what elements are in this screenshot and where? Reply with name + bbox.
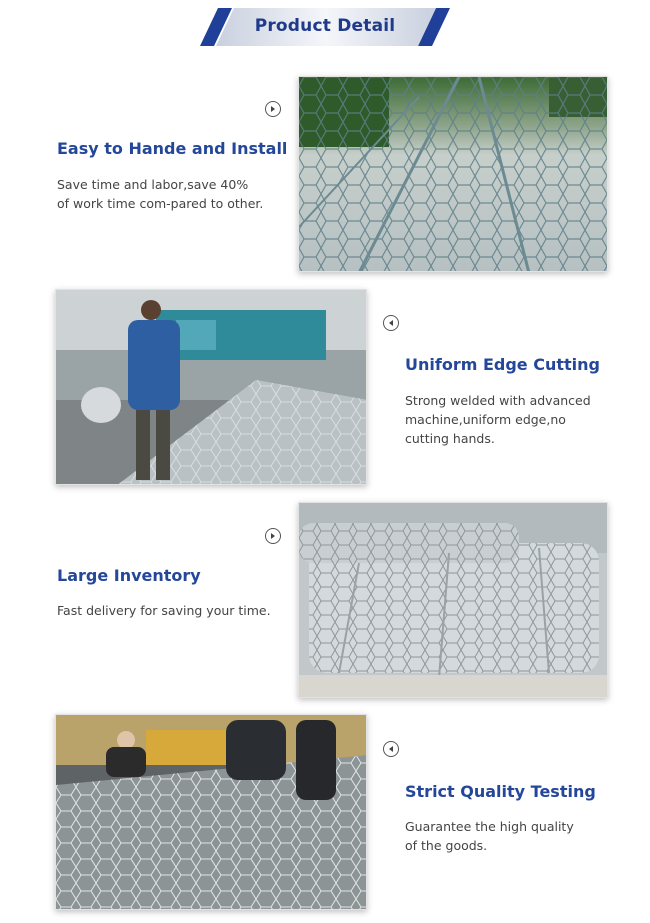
section-heading-install: Easy to Hande and Install [57,139,288,158]
chevron-right-icon[interactable] [265,101,281,117]
page-title: Product Detail [254,16,396,36]
product-detail-banner [200,8,450,46]
chevron-right-icon[interactable] [265,528,281,544]
section-heading-inventory: Large Inventory [57,566,201,585]
section-heading-quality-testing: Strict Quality Testing [405,782,596,801]
section-description-quality-testing: Guarantee the high quality of the goods. [405,819,574,853]
section-description-edge-cutting: Strong welded with advanced machine,uniform edge,no cutting hands. [405,393,591,446]
chevron-left-icon[interactable] [383,315,399,331]
section-description-inventory: Fast delivery for saving your time. [57,603,271,618]
stacked-mesh-photo [298,502,608,698]
workers-inspecting-photo [55,714,367,910]
gabion-mesh-photo [298,76,608,272]
factory-worker-photo [55,289,367,485]
section-heading-edge-cutting: Uniform Edge Cutting [405,355,600,374]
section-description-install: Save time and labor,save 40% of work time com-pared to other. [57,177,264,211]
chevron-left-icon[interactable] [383,741,399,757]
